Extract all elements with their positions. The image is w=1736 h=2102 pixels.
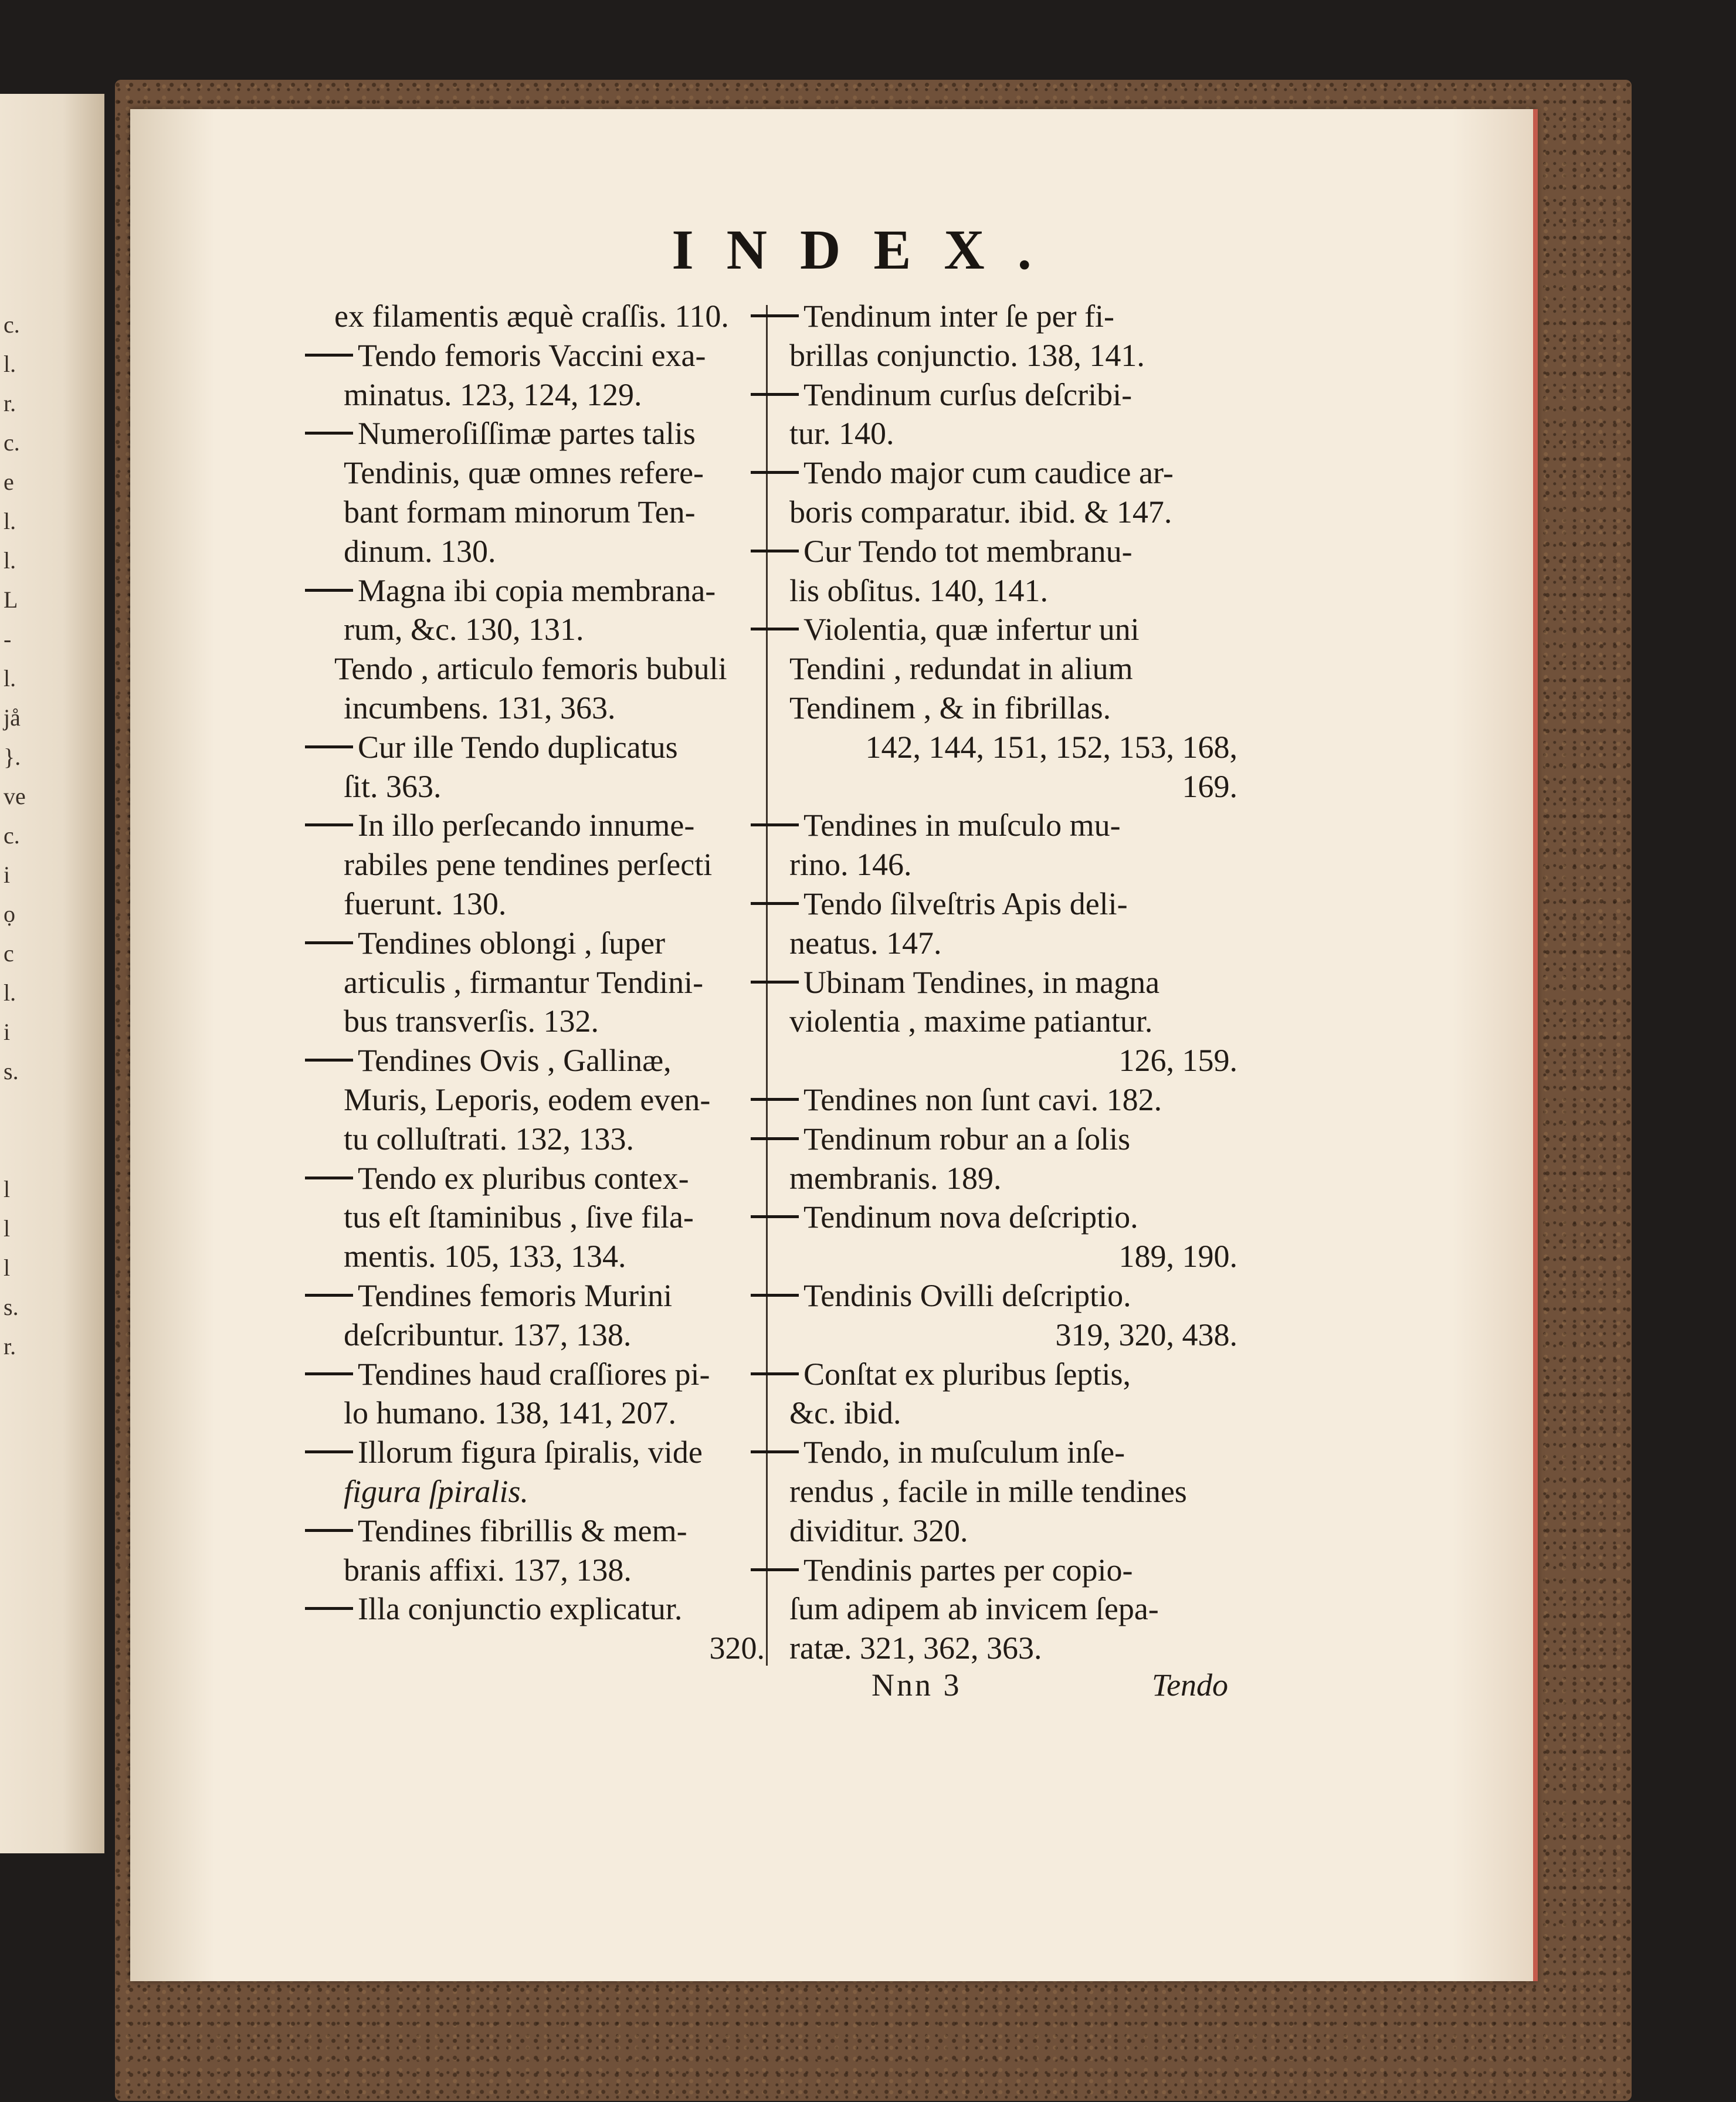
index-line: rum, &c. 130, 131. — [344, 612, 584, 647]
index-entry — [334, 336, 765, 415]
ditto-dash — [751, 1215, 799, 1218]
index-line: dividitur. 320. — [789, 1513, 968, 1548]
index-line: Tendinis, quæ omnes refere- — [344, 455, 704, 491]
ditto-dash — [305, 941, 353, 944]
index-line: Tendinum robur an a ſolis — [803, 1121, 1131, 1157]
index-entry — [334, 728, 765, 806]
facing-page-fragment: r. — [4, 390, 16, 416]
facing-page-fragment: i — [4, 862, 11, 888]
ditto-dash — [751, 314, 799, 317]
index-line: Tendines Ovis , Gallinæ, — [358, 1043, 672, 1079]
facing-page-fragment: ve — [4, 783, 26, 809]
index-line: Numeroſiſſimæ partes talis — [358, 416, 696, 452]
index-line: fuerunt. 130. — [344, 886, 507, 921]
ditto-dash — [751, 1098, 799, 1101]
index-line: Tendini , redundat in alium — [789, 651, 1133, 687]
facing-page-fragment: s. — [4, 1294, 19, 1320]
facing-page-fragment: }. — [4, 744, 21, 770]
index-line: 169. — [1182, 768, 1237, 804]
ditto-dash — [751, 628, 799, 630]
index-line: Cur Tendo tot membranu- — [803, 533, 1133, 569]
index-line: figura ſpiralis. — [344, 1473, 529, 1509]
index-line: branis affixi. 137, 138. — [344, 1552, 632, 1588]
facing-page-fragment: l — [4, 1255, 11, 1281]
ditto-dash — [751, 1568, 799, 1571]
index-line: mentis. 105, 133, 134. — [344, 1239, 626, 1274]
facing-page-fragment: L — [4, 586, 18, 613]
index-entry — [334, 1159, 765, 1276]
catchword: Tendo — [1152, 1667, 1229, 1703]
index-line: ſit. 363. — [344, 768, 442, 804]
index-line: tur. 140. — [789, 416, 894, 452]
index-line: ratæ. 321, 362, 363. — [789, 1630, 1042, 1666]
facing-page-fragment: l — [4, 1215, 11, 1242]
index-line: Tendines femoris Murini — [358, 1277, 673, 1313]
index-line: boris comparatur. ibid. & 147. — [789, 494, 1172, 530]
ditto-dash — [305, 1177, 353, 1179]
index-line: Magna ibi copia membrana- — [358, 572, 716, 608]
ditto-dash — [751, 1372, 799, 1375]
index-entry — [780, 1198, 1237, 1276]
index-entry — [780, 1080, 1237, 1120]
index-line: Tendines fibrillis & mem- — [358, 1513, 687, 1548]
index-line: rendus , facile in mille tendines — [789, 1473, 1187, 1509]
index-entry — [780, 963, 1237, 1080]
ditto-dash — [751, 902, 799, 905]
index-entry — [334, 571, 765, 650]
facing-page-fragment: c. — [4, 429, 20, 456]
index-line: articulis , firmantur Tendini- — [344, 964, 704, 1000]
index-entry — [334, 1511, 765, 1590]
facing-page-fragment: c. — [4, 311, 20, 338]
index-entry — [780, 806, 1237, 884]
index-line: Illorum figura ſpiralis, vide — [358, 1435, 703, 1470]
index-line: ſum adipem ab invicem ſepa- — [789, 1591, 1159, 1627]
facing-page-fragment: e — [4, 469, 14, 495]
facing-page-fragment: l. — [4, 979, 16, 1006]
facing-page-fragment: jå — [4, 704, 21, 731]
index-line: violentia , maxime patiantur. — [789, 1003, 1153, 1039]
column-divider — [766, 305, 768, 1666]
index-line: Conſtat ex pluribus ſeptis, — [803, 1356, 1131, 1392]
index-line: rabiles pene tendines perſecti — [344, 847, 713, 883]
index-entry — [780, 610, 1237, 806]
index-entry — [780, 884, 1237, 963]
index-line: Tendo ex pluribus contex- — [358, 1160, 689, 1196]
index-entry — [780, 1120, 1237, 1198]
index-entry — [334, 1041, 765, 1158]
index-line: bant formam minorum Ten- — [344, 494, 696, 530]
facing-page-edge — [0, 94, 104, 1853]
index-entry — [334, 297, 765, 336]
index-line: Tendinis Ovilli deſcriptio. — [803, 1277, 1131, 1313]
index-line: Tendines oblongi , ſuper — [358, 925, 666, 961]
ditto-dash — [305, 1294, 353, 1297]
index-entry — [780, 375, 1237, 454]
index-line: 320. — [709, 1630, 765, 1666]
facing-page-fragment: l. — [4, 547, 16, 574]
index-line: rino. 146. — [789, 847, 912, 883]
ditto-dash — [305, 432, 353, 435]
facing-page-fragment: l. — [4, 508, 16, 534]
index-line: brillas conjunctio. 138, 141. — [789, 337, 1145, 373]
index-line: minatus. 123, 124, 129. — [344, 377, 642, 412]
index-line: Tendo major cum caudice ar- — [803, 455, 1174, 491]
ditto-dash — [751, 823, 799, 826]
index-line: 142, 144, 151, 152, 153, 168, — [865, 729, 1237, 765]
index-entry — [780, 532, 1237, 611]
index-line: neatus. 147. — [789, 925, 942, 961]
index-line: Ubinam Tendines, in magna — [803, 964, 1160, 1000]
index-line: lis obſitus. 140, 141. — [789, 572, 1049, 608]
index-line: Tendo femoris Vaccini exa- — [358, 337, 706, 373]
ditto-dash — [305, 354, 353, 357]
facing-page-fragment: c. — [4, 822, 20, 849]
index-line: tus eſt ſtaminibus , ſive fila- — [344, 1199, 694, 1235]
facing-page-fragment: c — [4, 940, 14, 967]
index-line: Tendinis partes per copio- — [803, 1552, 1133, 1588]
facing-page-fragment: l. — [4, 665, 16, 691]
index-column-left — [334, 297, 765, 1668]
index-line: Tendo, in muſculum inſe- — [803, 1435, 1125, 1470]
facing-page-fragment: - — [4, 626, 12, 652]
index-line: lo humano. 138, 141, 207. — [344, 1395, 676, 1431]
index-line: tu colluſtrati. 132, 133. — [344, 1121, 634, 1157]
index-entry — [334, 1433, 765, 1511]
index-line: dinum. 130. — [344, 533, 496, 569]
index-line: bus transverſis. 132. — [344, 1003, 599, 1039]
ditto-dash — [305, 589, 353, 592]
index-line: Illa conjunctio explicatur. — [358, 1591, 683, 1627]
index-line: Violentia, quæ infertur uni — [803, 612, 1140, 647]
red-page-edge — [1533, 109, 1538, 1981]
index-line: membranis. 189. — [789, 1160, 1002, 1196]
index-line: Tendinum inter ſe per fi- — [803, 299, 1115, 334]
index-entry — [780, 1276, 1237, 1355]
index-entry — [334, 1355, 765, 1433]
index-line: incumbens. 131, 363. — [344, 690, 616, 725]
ditto-dash — [751, 393, 799, 396]
index-line: Tendines non ſunt cavi. 182. — [803, 1081, 1162, 1117]
index-entry — [780, 297, 1237, 375]
index-line: Tendo ſilveſtris Apis deli- — [803, 886, 1128, 921]
index-column-right — [780, 297, 1237, 1668]
index-line: &c. ibid. — [789, 1395, 901, 1431]
index-line: Tendinem , & in fibrillas. — [789, 690, 1111, 725]
index-line: deſcribuntur. 137, 138. — [344, 1317, 632, 1352]
index-entry — [334, 806, 765, 923]
facing-page-fragment: ọ — [4, 901, 15, 927]
index-entry — [780, 1355, 1237, 1433]
ditto-dash — [751, 1137, 799, 1140]
ditto-dash — [751, 471, 799, 474]
ditto-dash — [751, 1294, 799, 1297]
facing-page-fragment: r. — [4, 1333, 16, 1359]
signature-mark: Nnn 3 — [872, 1667, 962, 1703]
index-entry — [780, 453, 1237, 532]
index-line: Tendo , articulo femoris bubuli — [334, 651, 727, 687]
ditto-dash — [751, 550, 799, 552]
index-line: Tendinum curſus deſcribi- — [803, 377, 1133, 412]
ditto-dash — [305, 1059, 353, 1062]
facing-page-fragment: l. — [4, 351, 16, 377]
index-line: Tendinum nova deſcriptio. — [803, 1199, 1138, 1235]
index-line: 189, 190. — [1118, 1239, 1237, 1274]
ditto-dash — [305, 1529, 353, 1532]
ditto-dash — [305, 1372, 353, 1375]
index-entry — [334, 649, 765, 728]
index-entry — [334, 1589, 765, 1668]
ditto-dash — [305, 1607, 353, 1610]
index-line: Tendines haud craſſiores pi- — [358, 1356, 710, 1392]
facing-page-fragment: s. — [4, 1058, 19, 1084]
index-line: Muris, Leporis, eodem even- — [344, 1081, 711, 1117]
index-line: Cur ille Tendo duplicatus — [358, 729, 678, 765]
ditto-dash — [305, 745, 353, 748]
page-title: INDEX. — [672, 218, 1064, 281]
index-line: Tendines in muſculo mu- — [803, 808, 1121, 843]
ditto-dash — [305, 1450, 353, 1453]
index-line: ex filamentis æquè craſſis. 110. — [334, 299, 729, 334]
facing-page-fragment: i — [4, 1019, 11, 1045]
facing-page-fragment: l — [4, 1176, 11, 1202]
index-line: 319, 320, 438. — [1055, 1317, 1237, 1352]
index-entry — [780, 1551, 1237, 1668]
index-entry — [780, 1433, 1237, 1550]
ditto-dash — [751, 981, 799, 984]
index-line: In illo perſecando innume- — [358, 808, 695, 843]
index-line: 126, 159. — [1118, 1043, 1237, 1079]
index-entry — [334, 414, 765, 571]
ditto-dash — [751, 1450, 799, 1453]
ditto-dash — [305, 823, 353, 826]
index-entry — [334, 1276, 765, 1355]
index-entry — [334, 924, 765, 1041]
